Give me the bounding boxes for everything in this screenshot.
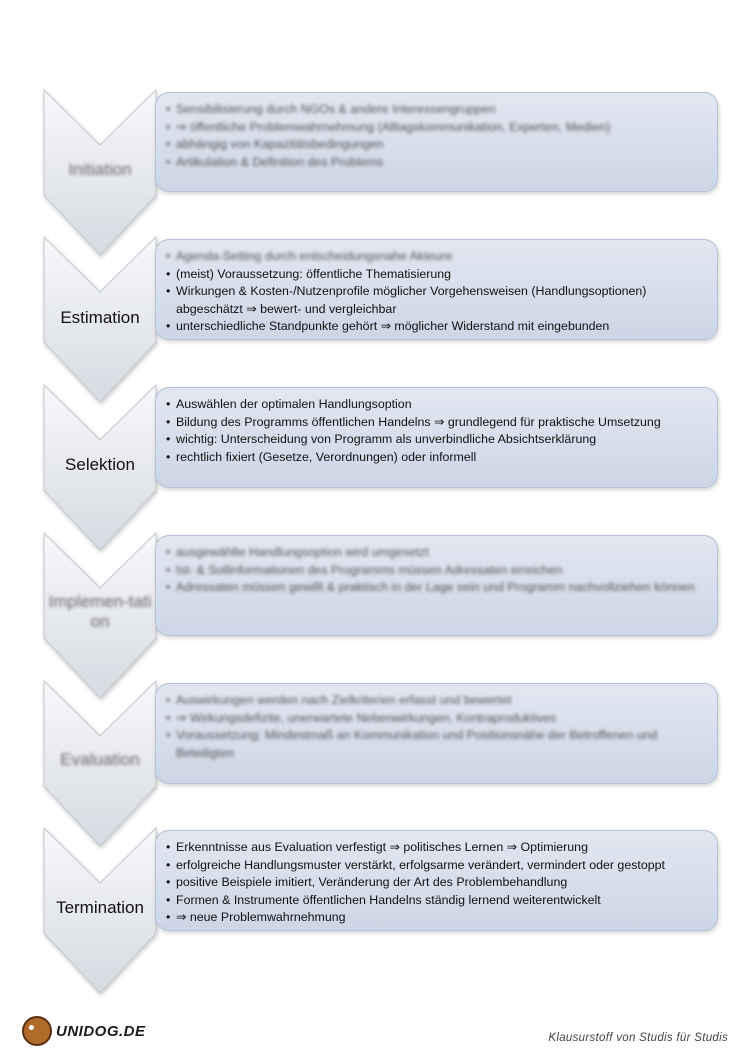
bullet-item: • wichtig: Unterscheidung von Programm als unverbindliche Absichtserklärung <box>166 431 707 449</box>
bullet-item: • ⇒ öffentliche Problemwahrnehmung (Alltagskommunikation, Experten, Medien) <box>166 119 707 137</box>
footer-tagline: Klausurstoff von Studis für Studis <box>548 1032 728 1044</box>
stage-label-estimation: Estimation <box>60 308 140 327</box>
bullet-item: • (meist) Voraussetzung: öffentliche Thematisierung <box>166 266 707 284</box>
bullet-item: • Agenda-Setting durch entscheidungsnahe Akteure <box>166 248 707 266</box>
bullet-item: • abhängig von Kapazitätsbedingungen <box>166 136 707 154</box>
bullet-item: • Auswirkungen werden nach Zielkriterien erfasst und bewertet <box>166 692 707 710</box>
bullet-item: • erfolgreiche Handlungsmuster verstärkt, erfolgsarme verändert, vermindert oder gestoppt <box>166 857 707 875</box>
bullet-item: • Bildung des Programms öffentlichen Handelns ⇒ grundlegend für praktische Umsetzung <box>166 414 707 432</box>
unidog-logo <box>22 1016 146 1046</box>
bullet-item: • Formen & Instrumente öffentlichen Handelns ständig lernend weiterentwickelt <box>166 892 707 910</box>
logo-text: UNIDOG.DE <box>56 1022 146 1040</box>
bullet-item: • ⇒ neue Problemwahrnehmung <box>166 909 707 927</box>
bullet-item: • ausgewählte Handlungsoption wird umgesetzt <box>166 544 707 562</box>
stage-label-selektion: Selektion <box>65 455 135 474</box>
stage-box-evaluation <box>155 683 718 784</box>
bullet-item: • Artikulation & Definition des Problems <box>166 154 707 172</box>
stage-box-implementation <box>155 535 718 636</box>
bullet-list <box>166 101 707 171</box>
bullet-item: • unterschiedliche Standpunkte gehört ⇒ möglicher Widerstand mit eingebunden <box>166 318 707 336</box>
bullet-list <box>166 248 707 336</box>
bullet-item: • positive Beispiele imitiert, Veränderung der Art des Problembehandlung <box>166 874 707 892</box>
stage-label-termination: Termination <box>56 898 144 917</box>
bullet-item: • rechtlich fixiert (Gesetze, Verordnungen) oder informell <box>166 449 707 467</box>
stage-label-evaluation: Evaluation <box>60 750 140 769</box>
stage-box-initiation <box>155 92 718 192</box>
bullet-list <box>166 839 707 927</box>
bullet-item: • Adressaten müssen gewillt & praktisch in der Lage sein und Programm nachvollziehen können <box>166 579 707 597</box>
stage-label-initiation: Initiation <box>68 160 132 179</box>
dog-icon <box>22 1016 52 1046</box>
bullet-item: • Sensibilisierung durch NGOs & andere Interessengruppen <box>166 101 707 119</box>
stage-label-implementation: Implemen-tation <box>48 592 152 631</box>
stage-box-termination <box>155 830 718 931</box>
bullet-item: • Auswählen der optimalen Handlungsoption <box>166 396 707 414</box>
bullet-item: • Ist- & Sollinformationen des Programms müssen Adressaten erreichen <box>166 562 707 580</box>
bullet-item: • ⇒ Wirkungsdefizite, unerwartete Nebenwirkungen, Kontraproduktives <box>166 710 707 728</box>
bullet-item: • Erkenntnisse aus Evaluation verfestigt ⇒ politisches Lernen ⇒ Optimierung <box>166 839 707 857</box>
stage-box-estimation <box>155 239 718 340</box>
bullet-list <box>166 396 707 466</box>
stage-box-selektion <box>155 387 718 488</box>
bullet-item: • Wirkungen & Kosten-/Nutzenprofile möglicher Vorgehensweisen (Handlungsoptionen) abgeschätzt ⇒ bewert- und vergleichbar <box>166 283 707 318</box>
bullet-list <box>166 692 707 762</box>
bullet-list <box>166 544 707 597</box>
bullet-item: • Voraussetzung: Mindestmaß an Kommunikation und Positionsnähe der Betroffenen und Beteiligten <box>166 727 707 762</box>
